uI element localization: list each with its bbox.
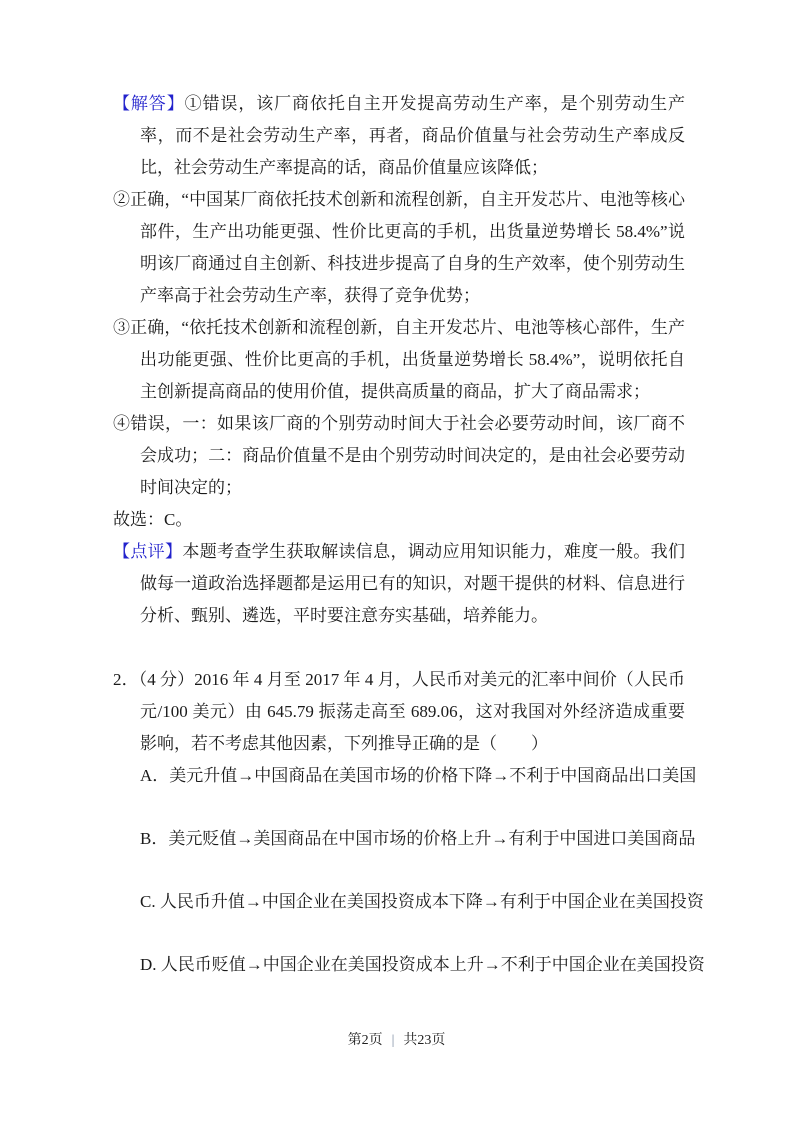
comment-paragraph [113, 536, 685, 632]
option-d-text: 人民币贬值→中国企业在美国投资成本上升→不利于中国企业在美国投资 [160, 955, 705, 974]
question-2-stem-text: （4 分）2016 年 4 月至 2017 年 4 月，人民币对美元的汇率中间价（人民币元/100 美元）由 645.79 振荡走高至 689.06，这对我国对外经济造成重要影响，若不考虑其他因素，下列推导正确的是（ ） [138, 670, 686, 753]
option-b [113, 823, 696, 855]
solution-point-1 [113, 88, 685, 184]
solution-point-2: ②正确，“中国某厂商依托技术创新和流程创新，自主开发芯片、电池等核心部件，生产出功能更强、性价比更高的手机，出货量逆势增长 58.4%”说明该厂商通过自主创新、科技进步提高了自身的生产效率，使个别劳动生产率高于社会劳动生产率，获得了竞争优势； [113, 190, 685, 305]
page-content [113, 88, 705, 981]
option-a-label: A． [140, 766, 170, 785]
option-c [113, 886, 704, 918]
page-footer [0, 1031, 793, 1051]
option-d [113, 949, 705, 981]
solution-label: 【解答】 [113, 94, 185, 113]
footer-total-pages: 共23页 [403, 1033, 446, 1048]
question-2-number: 2． [113, 670, 139, 689]
option-d-label: D. [140, 955, 161, 974]
footer-page-number: 第2页 [347, 1033, 383, 1048]
option-b-text: 美元贬值→美国商品在中国市场的价格上升→有利于中国进口美国商品 [168, 829, 696, 848]
comment-text: 本题考查学生获取解读信息，调动应用知识能力，难度一般。我们做每一道政治选择题都是运用已有的知识，对题干提供的材料、信息进行分析、甄别、遴选，平时要注意夯实基础，培养能力。 [140, 542, 685, 625]
option-a-text: 美元升值→中国商品在美国市场的价格下降→不利于中国商品出口美国 [169, 766, 697, 785]
solution-point-3: ③正确，“依托技术创新和流程创新，自主开发芯片、电池等核心部件，生产出功能更强、性价比更高的手机，出货量逆势增长 58.4%”，说明依托自主创新提高商品的使用价值，提供高质量的商品，扩大了商品需求； [113, 318, 685, 401]
solution-point-4: ④错误，一：如果该厂商的个别劳动时间大于社会必要劳动时间，该厂商不会成功；二：商品价值量不是由个别劳动时间决定的，是由社会必要劳动时间决定的； [113, 414, 685, 497]
option-c-label: C. [140, 892, 160, 911]
option-c-text: 人民币升值→中国企业在美国投资成本下降→有利于中国企业在美国投资 [159, 892, 704, 911]
option-a [113, 760, 697, 792]
option-b-label: B． [140, 829, 169, 848]
footer-separator: | [391, 1033, 395, 1048]
question-2-stem [113, 664, 685, 760]
comment-label: 【点评】 [113, 542, 183, 561]
solution-point-1-text: ①错误，该厂商依托自主开发提高劳动生产率，是个别劳动生产率，而不是社会劳动生产率，再者，商品价值量与社会劳动生产率成反比，社会劳动生产率提高的话，商品价值量应该降低； [140, 94, 686, 177]
question-2-options [113, 760, 705, 981]
answer-line: 故选：C。 [113, 510, 193, 529]
